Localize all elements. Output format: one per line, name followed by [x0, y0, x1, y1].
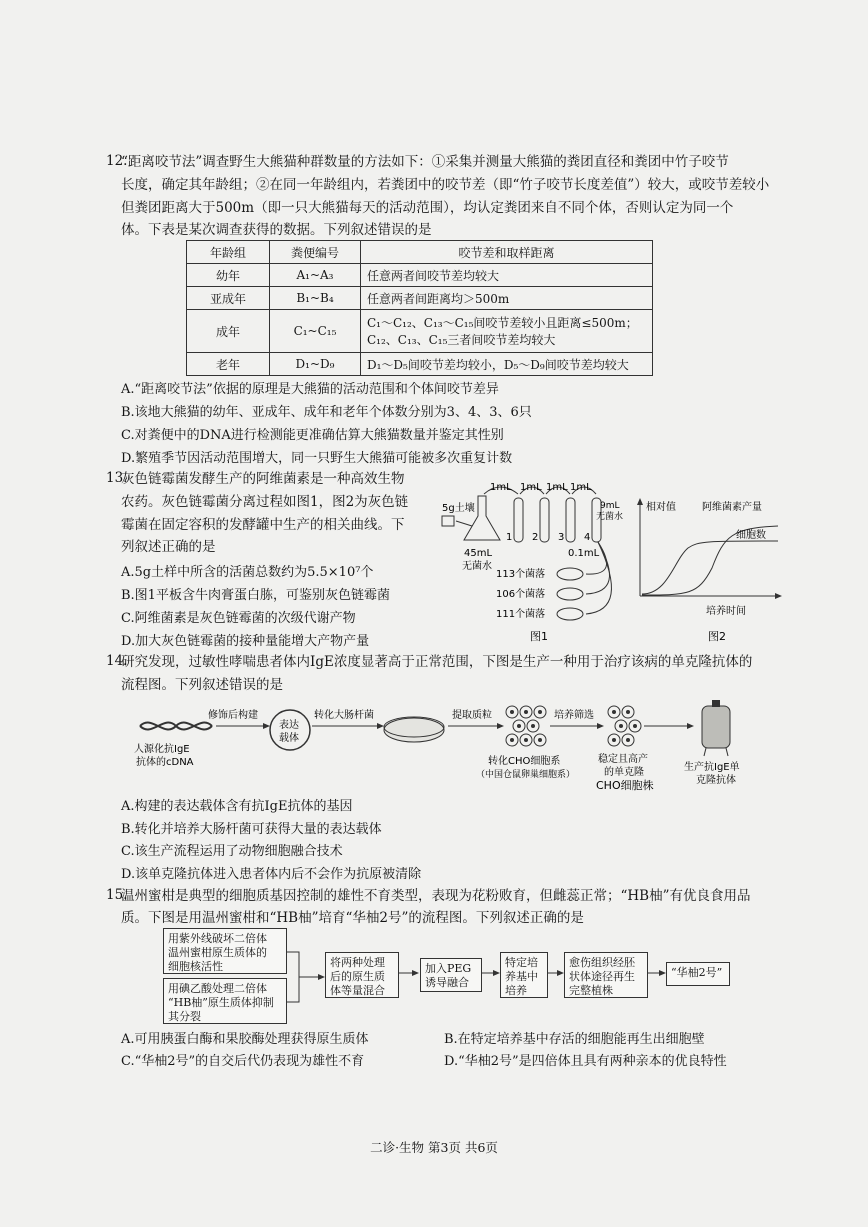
flask-water: 无菌水: [462, 561, 492, 572]
q15-step-uv-treatment: [163, 928, 287, 974]
soil-sample-icon: [442, 516, 454, 526]
product-label: 克隆抗体: [696, 775, 736, 786]
tube-number: 2: [532, 532, 539, 543]
page-footer: 二诊·生物 第3页 共6页: [370, 1140, 498, 1155]
q13-option-c: C.阿维菌素是灰色链霉菌的次级代谢产物: [121, 611, 356, 626]
cho-label: 转化CHO细胞系: [488, 756, 561, 767]
legend-avermectin: 阿维菌素产量: [702, 502, 762, 513]
tube-water-label: 无菌水: [596, 512, 624, 522]
box-line: 完整植株: [569, 984, 613, 997]
arrow: [482, 967, 502, 979]
box-line: 培养: [505, 984, 527, 997]
flask-volume: 45mL: [464, 548, 493, 559]
q14-number: 14.: [106, 653, 128, 669]
q15-option-b: B.在特定培养基中存活的细胞能再生出细胞壁: [444, 1032, 705, 1047]
x-axis-label: 培养时间: [706, 606, 746, 617]
q15-stem-line: 质。下图是用温州蜜柑和“HB柚”培育“华柚2号”的流程图。下列叙述正确的是: [121, 910, 584, 926]
tube-water-volume: 9mL: [600, 501, 620, 511]
q15-option-c: C.“华柚2号”的自交后代仍表现为雄性不育: [121, 1054, 365, 1069]
q14-option-a: A.构建的表达载体含有抗IgE抗体的基因: [121, 799, 353, 814]
vector-label: 载体: [279, 733, 299, 744]
petri-dish-icon: [557, 588, 583, 600]
y-axis-arrow: [637, 498, 643, 505]
figure-2-caption: 图2: [708, 630, 726, 643]
q13-number: 13.: [106, 470, 128, 486]
monoclonal-cho-cells-icon: [608, 706, 641, 746]
petri-dish-icon: [557, 568, 583, 580]
box-line: 用碘乙酸处理二倍体: [168, 982, 267, 995]
box-line: 细胞核活性: [168, 960, 223, 973]
q12-stem-line: “距离咬节法”调查野生大熊猫种群数量的方法如下：①采集并测量大熊猫的粪团直径和粪团中竹子咬节: [121, 154, 729, 170]
arrowhead: [597, 723, 604, 729]
cho-label: （中国仓鼠卵巢细胞系）: [476, 770, 576, 780]
table-cell: 幼年: [187, 264, 270, 287]
product-label: 生产抗IgE单: [684, 762, 740, 773]
y-axis-label: 相对值: [646, 502, 676, 513]
legend-cell-count: 细胞数: [736, 530, 766, 541]
q14-flow-diagram: [130, 700, 770, 800]
table-header: 粪便编号: [270, 241, 361, 264]
arrowhead: [263, 723, 270, 729]
q15-step-regeneration: [564, 952, 648, 998]
table-cell-line: C₁₂、C₁₃、C₁₅三者间咬节差均较大: [367, 333, 556, 347]
q13-option-a: A.5g土样中所含的活菌总数约为5.5×10⁷个: [121, 565, 374, 580]
q15-stem-line: 温州蜜柑是典型的细胞质基因控制的雄性不育类型，表现为花粉败育，但雌蕊正常；“HB柚”有优良食用品: [121, 888, 751, 904]
arrow: [456, 521, 472, 526]
q14-stem-line: 流程图。下列叙述错误的是: [121, 677, 283, 693]
q15-number: 15.: [106, 887, 128, 903]
q13-stem-line: 农药。灰色链霉菌分离过程如图1，图2为灰色链: [121, 494, 409, 510]
arrowhead: [318, 974, 325, 980]
transfer-volume: 1mL: [490, 482, 512, 493]
cell-line-label: 稳定且高产: [598, 754, 648, 765]
arrow: [648, 967, 668, 979]
q13-option-d: D.加大灰色链霉菌的接种量能增大产物产量: [121, 634, 370, 649]
q13-figure-1: [440, 476, 630, 646]
table-cell-line: C₁～C₁₂、C₁₃～C₁₅间咬节差较小且距离≤500m；: [367, 316, 638, 330]
cdna-label: 抗体的cDNA: [136, 757, 194, 768]
q13-figure-2: [628, 496, 788, 644]
q12-option-d: D.繁殖季节因活动范围增大，同一只野生大熊猫可能被多次重复计数: [121, 451, 513, 466]
arrow-label: 培养筛选: [554, 710, 594, 721]
cell-count-curve: [642, 541, 778, 594]
petri-dish-icon: [557, 608, 583, 620]
transfer-volume: 1mL: [546, 482, 568, 493]
table-cell: B₁~B₄: [270, 287, 361, 310]
table-cell: 成年: [187, 310, 270, 353]
table-cell: C₁~C₁₅: [270, 310, 361, 353]
cho-cells-icon: [506, 706, 546, 746]
arrowhead: [377, 723, 384, 729]
q15-option-a: A.可用胰蛋白酶和果胶酶处理获得原生质体: [121, 1032, 369, 1047]
table-cell: [361, 310, 653, 353]
q12-option-c: C.对粪便中的DNA进行检测能更准确估算大熊猫数量并鉴定其性别: [121, 428, 504, 443]
arrowhead: [687, 723, 694, 729]
x-axis-arrow: [775, 593, 782, 599]
table-cell: A₁~A₃: [270, 264, 361, 287]
transfer-volume: 1mL: [570, 482, 592, 493]
box-line: 特定培: [505, 956, 538, 969]
figure-1-caption: 图1: [530, 630, 548, 643]
vector-label: 表达: [279, 720, 299, 731]
box-line: 加入PEG: [425, 962, 472, 975]
q15-option-d: D.“华柚2号”是四倍体且具有两种亲本的优良特性: [444, 1054, 727, 1069]
table-cell: 亚成年: [187, 287, 270, 310]
bioreactor-icon: [702, 700, 730, 756]
q14-option-d: D.该单克隆抗体进入患者体内后不会作为抗原被清除: [121, 867, 422, 882]
q14-option-b: B.转化并培养大肠杆菌可获得大量的表达载体: [121, 822, 382, 837]
table-cell: 任意两者间咬节差均较大: [361, 264, 653, 287]
box-line: 养基中: [505, 970, 538, 983]
q15-merge-arrows: [287, 940, 327, 1020]
table-header: 年龄组: [187, 241, 270, 264]
q15-step-selective-culture: [500, 952, 548, 998]
cell-line-label: CHO细胞株: [596, 779, 654, 792]
q14-option-c: C.该生产流程运用了动物细胞融合技术: [121, 844, 343, 859]
box-line: 用紫外线破坏二倍体: [168, 932, 267, 945]
box-line: 愈伤组织经胚: [569, 956, 635, 969]
q15-step-iodoacetate-treatment: [163, 978, 287, 1024]
table-header: 咬节差和取样距离: [361, 241, 653, 264]
q15-step-peg-fusion: [420, 958, 482, 992]
table-cell: D₁~D₉: [270, 353, 361, 376]
q12-stem-line: 但粪团距离大于500m（即一只大熊猫每天的活动范围），均认定粪团来自不同个体，否则认定为同一个: [121, 200, 734, 216]
box-line: 将两种处理: [330, 956, 385, 969]
q13-option-b: B.图1平板含牛肉膏蛋白胨，可鉴别灰色链霉菌: [121, 588, 390, 603]
plating-volume: 0.1mL: [568, 548, 600, 559]
colony-count: 113个菌落: [496, 569, 546, 580]
box-line: 后的原生质: [330, 970, 385, 983]
test-tube-icon: [540, 498, 549, 542]
arrow-label: 提取质粒: [452, 710, 492, 721]
q12-data-table: [186, 240, 653, 376]
table-cell: 任意两者间距离均＞500m: [361, 287, 653, 310]
tube-number: 4: [584, 532, 591, 543]
q12-option-a: A.“距离咬节法”依据的原理是大熊猫的活动范围和个体间咬节差异: [121, 382, 499, 397]
colony-count: 111个菌落: [496, 609, 546, 620]
box-line: 体等量混合: [330, 984, 385, 997]
box-line: 其分裂: [168, 1010, 201, 1023]
cell-line-label: 的单克隆: [604, 767, 644, 778]
q12-option-b: B.该地大熊猫的幼年、亚成年、成年和老年个体数分别为3、4、3、6只: [121, 405, 532, 420]
arrow: [399, 967, 421, 979]
box-line: 温州蜜柑原生质体的: [168, 946, 267, 959]
q15-step-result: [666, 962, 730, 986]
box-line: 诱导融合: [425, 976, 469, 989]
q13-stem-line: 灰色链霉菌发酵生产的阿维菌素是一种高效生物: [121, 471, 405, 487]
q13-stem-line: 列叙述正确的是: [121, 539, 216, 555]
arrowhead: [497, 723, 504, 729]
arrow-label: 转化大肠杆菌: [314, 710, 374, 721]
cdna-label: 人源化抗IgE: [134, 744, 190, 755]
tube-number: 1: [506, 532, 513, 543]
q13-stem-line: 霉菌在固定容积的发酵罐中生产的相关曲线。下: [121, 517, 405, 533]
q12-stem-line: 长度，确定其年龄组；②在同一年龄组内，若粪团中的咬节差（即“竹子咬节长度差值”）较大，或咬节差较小: [121, 177, 770, 193]
arrow-label: 修饰后构建: [208, 710, 258, 721]
box-line: 状体途径再生: [569, 970, 635, 983]
tube-number: 3: [558, 532, 565, 543]
q12-stem-line: 体。下表是某次调查获得的数据。下列叙述错误的是: [121, 222, 432, 238]
test-tube-icon: [566, 498, 575, 542]
colony-count: 106个菌落: [496, 589, 546, 600]
q15-step-mix: [325, 952, 399, 998]
table-cell: D₁～D₅间咬节差均较小，D₅～D₉间咬节差均较大: [361, 353, 653, 376]
table-cell: 老年: [187, 353, 270, 376]
box-line: “华柚2号”: [671, 966, 723, 979]
test-tube-icon: [514, 498, 523, 542]
q14-stem-line: 研究发现，过敏性哮喘患者体内IgE浓度显著高于正常范围，下图是生产一种用于治疗该病的单克隆抗体的: [121, 654, 753, 670]
soil-label: 5g土壤: [442, 503, 475, 514]
ecoli-culture-dish-icon: [384, 718, 444, 742]
transfer-volume: 1mL: [520, 482, 542, 493]
q12-number: 12.: [106, 153, 128, 169]
box-line: “HB柚”原生质体抑制: [168, 996, 274, 1009]
